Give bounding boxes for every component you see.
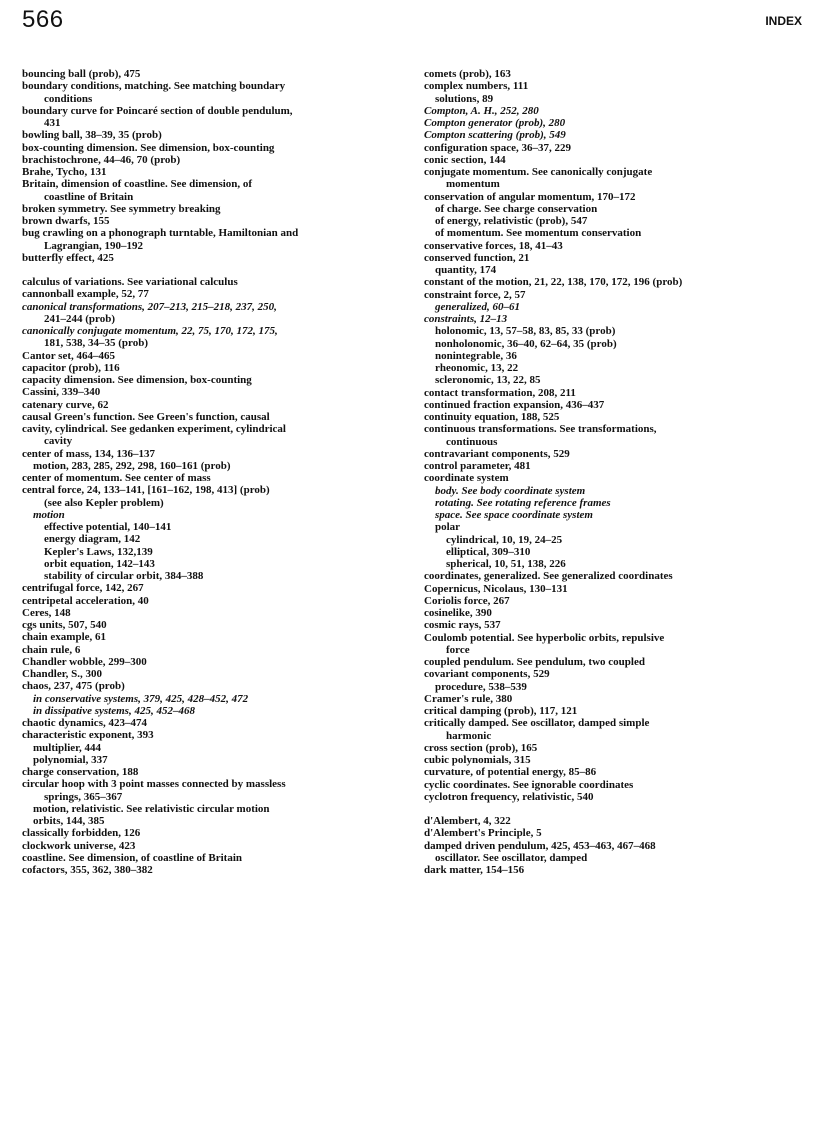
index-entry: generalized, 60–61 [435, 300, 520, 313]
index-entry: in dissipative systems, 425, 452–468 [33, 704, 195, 717]
index-entry: Chandler, S., 300 [22, 668, 102, 680]
index-entry: canonical transformations, 207–213, 215–218, 237, 250, [22, 300, 277, 313]
index-entry: orbits, 144, 385 [33, 815, 105, 827]
index-entry: d'Alembert, 4, 322 [424, 815, 511, 827]
index-entry: Copernicus, Nicolaus, 130–131 [424, 582, 568, 595]
index-entry: Coriolis force, 267 [424, 594, 510, 607]
index-entry: Ceres, 148 [22, 606, 71, 619]
index-entry: circular hoop with 3 point masses connected by massless [22, 778, 286, 791]
index-entry: Cramer's rule, 380 [424, 692, 513, 705]
index-entry: Compton scattering (prob), 549 [424, 129, 566, 142]
index-entry: cyclotron frequency, relativistic, 540 [424, 790, 594, 803]
index-entry: conserved function, 21 [424, 251, 530, 264]
index-entry: polar [435, 521, 461, 534]
index-entry: Chandler wobble, 299–300 [22, 655, 147, 668]
index-entry: cyclic coordinates. See ignorable coordinates [424, 778, 634, 791]
index-entry: conjugate momentum. See canonically conjugate [424, 166, 653, 178]
index-entry: centrifugal force, 142, 267 [22, 582, 144, 595]
index-entry: of charge. See charge conservation [435, 202, 598, 215]
index-entry: quantity, 174 [435, 264, 497, 276]
index-entry: curvature, of potential energy, 85–86 [424, 766, 597, 779]
index-entry: chain rule, 6 [22, 643, 81, 656]
index-entry: continuous [446, 435, 498, 448]
index-entry: brown dwarfs, 155 [22, 215, 110, 227]
index-entry: motion, relativistic. See relativistic circular motion [33, 802, 270, 815]
index-entry: force [446, 643, 470, 656]
index-entry: nonholonomic, 36–40, 62–64, 35 (prob) [435, 337, 617, 350]
index-entry: rotating. See rotating reference frames [435, 496, 611, 509]
index-entry: motion [33, 508, 65, 521]
index-entry: boundary curve for Poincaré section of double pendulum, [22, 104, 293, 117]
index-entry: cavity [44, 435, 73, 448]
letter-group-gap [424, 803, 812, 815]
index-entry: cross section (prob), 165 [424, 741, 538, 754]
index-entry: calculus of variations. See variational calculus [22, 276, 238, 288]
index-entry: constraints, 12–13 [424, 313, 508, 325]
page-number: 566 [22, 6, 64, 33]
index-entry: catenary curve, 62 [22, 398, 109, 411]
index-entry: of energy, relativistic (prob), 547 [435, 215, 588, 227]
index-entry: cosinelike, 390 [424, 607, 492, 619]
index-entry: butterfly effect, 425 [22, 251, 114, 264]
index-entry: comets (prob), 163 [424, 68, 511, 80]
index-entry: bowling ball, 38–39, 35 (prob) [22, 129, 162, 142]
index-entry: Britain, dimension of coastline. See dimension, of [22, 178, 253, 191]
index-entry: boundary conditions, matching. See matching boundary [22, 80, 286, 93]
index-entry: holonomic, 13, 57–58, 83, 85, 33 (prob) [435, 325, 616, 338]
index-entry: critically damped. See oscillator, damped simple [424, 717, 650, 730]
index-entry: Compton generator (prob), 280 [424, 117, 566, 129]
index-entry: chain example, 61 [22, 631, 107, 644]
index-entry: momentum [446, 178, 500, 191]
index-entry: damped driven pendulum, 425, 453–463, 467–468 [424, 839, 656, 852]
index-entry: center of momentum. See center of mass [22, 472, 211, 484]
index-entry: nonintegrable, 36 [435, 349, 517, 362]
index-entry: bug crawling on a phonograph turntable, Hamiltonian and [22, 227, 299, 240]
index-entry: box-counting dimension. See dimension, box-counting [22, 141, 275, 154]
index-entry: cgs units, 507, 540 [22, 619, 107, 631]
index-entry: continued fraction expansion, 436–437 [424, 398, 605, 411]
index-entry: dark matter, 154–156 [424, 864, 525, 876]
index-entry: energy diagram, 142 [44, 533, 141, 546]
index-entry: coordinates, generalized. See generalized coordinates [424, 570, 673, 583]
index-entry: conditions [44, 92, 93, 105]
index-entry: contravariant components, 529 [424, 447, 570, 460]
index-entry: central force, 24, 133–141, [161–162, 198, 413] (prob) [22, 484, 270, 497]
running-head: INDEX [765, 14, 802, 28]
index-entry: constraint force, 2, 57 [424, 288, 526, 301]
index-entry: broken symmetry. See symmetry breaking [22, 202, 221, 215]
index-entry: control parameter, 481 [424, 460, 531, 472]
index-entry: Cantor set, 464–465 [22, 349, 115, 362]
index-entry: Brahe, Tycho, 131 [22, 166, 107, 178]
index-entry: cosmic rays, 537 [424, 619, 501, 632]
index-entry: conservative forces, 18, 41–43 [424, 239, 563, 252]
index-entry: stability of circular orbit, 384–388 [44, 570, 204, 582]
index-entry: 241–244 (prob) [44, 312, 115, 325]
index-entry: Compton, A. H., 252, 280 [424, 104, 539, 117]
index-entry: conservation of angular momentum, 170–172 [424, 190, 636, 203]
index-entry: 181, 538, 34–35 (prob) [44, 337, 148, 350]
index-entry: d'Alembert's Principle, 5 [424, 827, 542, 840]
index-entry: contact transformation, 208, 211 [424, 386, 576, 399]
letter-group-gap [22, 264, 414, 276]
index-entry: space. See space coordinate system [435, 509, 593, 521]
index-entry: rheonomic, 13, 22 [435, 362, 519, 374]
index-entry: orbit equation, 142–143 [44, 557, 155, 570]
index-entry: capacitor (prob), 116 [22, 361, 120, 374]
index-entry: coastline. See dimension, of coastline of Britain [22, 851, 242, 864]
index-entry: chaos, 237, 475 (prob) [22, 680, 125, 693]
index-entry: Lagrangian, 190–192 [44, 239, 144, 252]
index-entry: centripetal acceleration, 40 [22, 594, 149, 607]
index-entry: Coulomb potential. See hyperbolic orbits, repulsive [424, 631, 665, 644]
index-entry: continuous transformations. See transformations, [424, 423, 657, 436]
index-entry: cofactors, 355, 362, 380–382 [22, 864, 153, 876]
index-entry: capacity dimension. See dimension, box-counting [22, 374, 252, 386]
index-entry: polynomial, 337 [33, 753, 108, 766]
index-column-left [22, 68, 414, 876]
index-entry: continuity equation, 188, 525 [424, 411, 560, 423]
index-entry: center of mass, 134, 136–137 [22, 447, 155, 460]
index-entry: oscillator. See oscillator, damped [435, 851, 588, 864]
index-entry: 431 [44, 117, 61, 129]
index-entry: coupled pendulum. See pendulum, two coupled [424, 656, 645, 668]
index-entry: coordinate system [424, 472, 509, 485]
index-entry: covariant components, 529 [424, 668, 550, 681]
index-entry: causal Green's function. See Green's function, causal [22, 410, 270, 423]
index-entry: cubic polynomials, 315 [424, 754, 531, 766]
index-entry: in conservative systems, 379, 425, 428–452, 472 [33, 692, 249, 705]
index-entry: characteristic exponent, 393 [22, 729, 154, 742]
index-entry: solutions, 89 [435, 92, 494, 105]
index-entry: (see also Kepler problem) [44, 496, 164, 509]
index-column-right [424, 68, 812, 876]
index-entry: of momentum. See momentum conservation [435, 227, 642, 240]
index-entry: cavity, cylindrical. See gedanken experiment, cylindrical [22, 423, 286, 435]
index-entry: clockwork universe, 423 [22, 839, 136, 852]
index-entry: spherical, 10, 51, 138, 226 [446, 558, 566, 570]
index-entry: charge conservation, 188 [22, 766, 139, 778]
index-entry: motion, 283, 285, 292, 298, 160–161 (prob) [33, 459, 231, 472]
index-entry: brachistochrone, 44–46, 70 (prob) [22, 153, 181, 166]
index-entry: bouncing ball (prob), 475 [22, 68, 141, 80]
index-entry: conic section, 144 [424, 153, 506, 166]
index-entry: body. See body coordinate system [435, 484, 586, 497]
index-entry: canonically conjugate momentum, 22, 75, 170, 172, 175, [22, 325, 278, 337]
index-entry: Cassini, 339–340 [22, 386, 101, 399]
index-entry: chaotic dynamics, 423–474 [22, 717, 147, 729]
index-entry: critical damping (prob), 117, 121 [424, 705, 578, 717]
index-entry: elliptical, 309–310 [446, 545, 531, 558]
index-entry: cannonball example, 52, 77 [22, 288, 149, 301]
index-entry: harmonic [446, 729, 492, 742]
index-entry: configuration space, 36–37, 229 [424, 141, 571, 154]
index-entry: classically forbidden, 126 [22, 827, 141, 840]
index-entry: multiplier, 444 [33, 741, 102, 754]
index-entry: complex numbers, 111 [424, 80, 529, 93]
index-entry: coastline of Britain [44, 190, 134, 203]
index-entry: constant of the motion, 21, 22, 138, 170, 172, 196 (prob) [424, 276, 683, 289]
index-entry: cylindrical, 10, 19, 24–25 [446, 533, 563, 546]
index-entry: effective potential, 140–141 [44, 521, 172, 533]
index-entry: Kepler's Laws, 132,139 [44, 545, 153, 558]
index-entry: scleronomic, 13, 22, 85 [435, 374, 541, 387]
index-entry: springs, 365–367 [44, 790, 123, 803]
index-entry: procedure, 538–539 [435, 680, 527, 693]
